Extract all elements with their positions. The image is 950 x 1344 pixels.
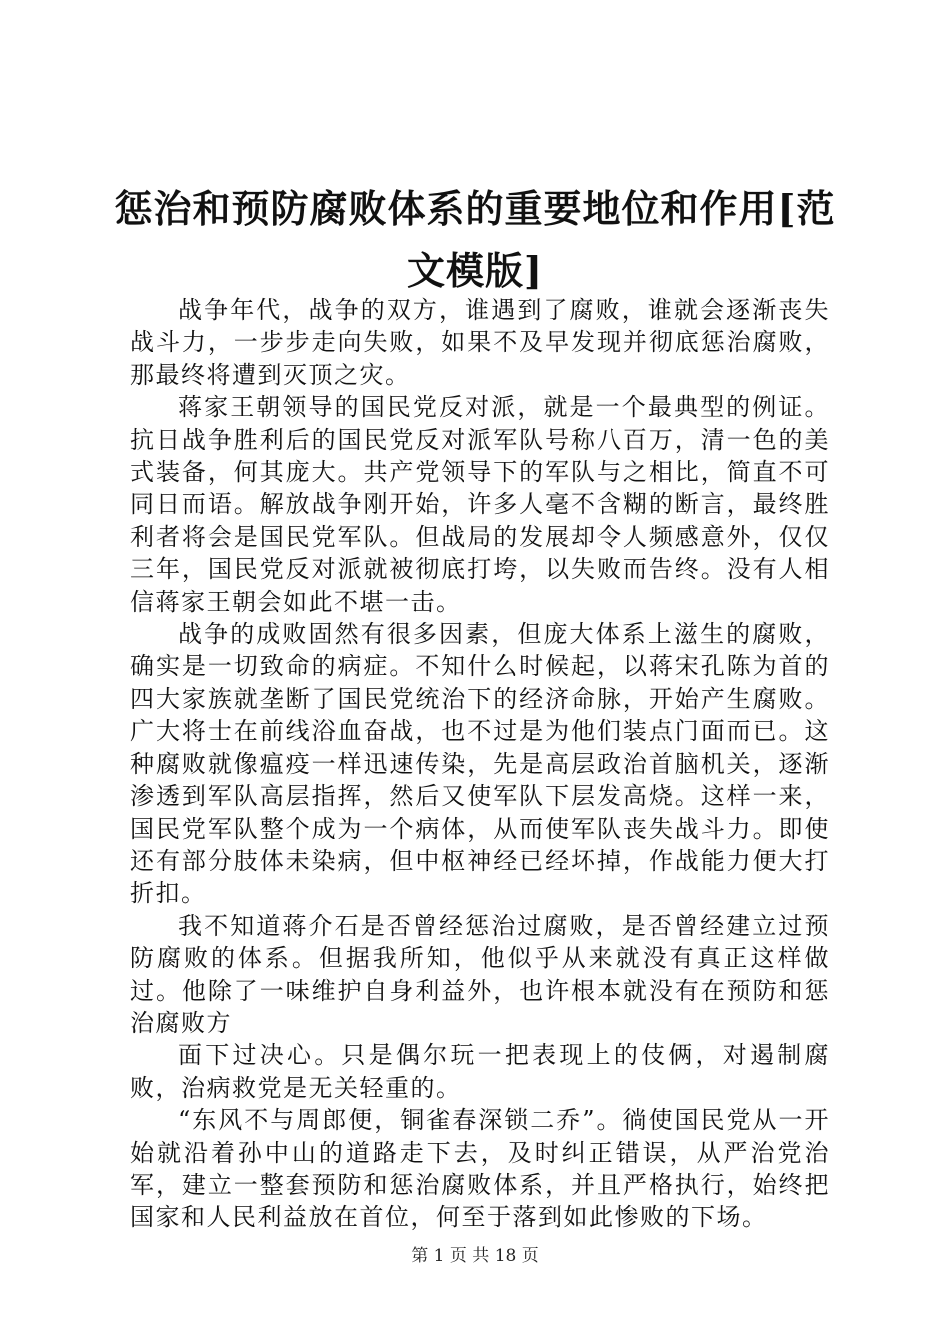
paragraph: 面下过决心。只是偶尔玩一把表现上的伎俩，对遏制腐败，治病救党是无关轻重的。 bbox=[130, 1041, 830, 1102]
paragraph: “东风不与周郎便，铜雀春深锁二乔”。徜使国民党从一开始就沿着孙中山的道路走下去，及时纠正错误，从严治党治军，建立一整套预防和惩治腐败体系，并且严格执行，始终把国家和人民利益放在首位，何至于落到如此惨败的下场。 bbox=[130, 1106, 830, 1232]
document-title: 惩治和预防腐败体系的重要地位和作用[范文模版] bbox=[114, 186, 836, 293]
page-number-footer: 第 1 页 共 18 页 bbox=[411, 1246, 539, 1266]
paragraph: 蒋家王朝领导的国民党反对派，就是一个最典型的例证。抗日战争胜利后的国民党反对派军队号称八百万，清一色的美式装备，何其庞大。共产党领导下的军队与之相比，简直不可同日而语。解放战争刚开始，许多人毫不含糊的断言，最终胜利者将会是国民党军队。但战局的发展却令人频感意外，仅仅三年，国民党反对派就被彻底打垮，以失败而告终。没有人相信蒋家王朝会如此不堪一击。 bbox=[130, 393, 830, 616]
paragraph: 我不知道蒋介石是否曾经惩治过腐败，是否曾经建立过预防腐败的体系。但据我所知，他似乎从来就没有真正这样做过。他除了一味维护自身利益外，也许根本就没有在预防和惩治腐败方 bbox=[130, 911, 830, 1037]
paragraph: 战争年代，战争的双方，谁遇到了腐败，谁就会逐渐丧失战斗力，一步步走向失败，如果不及早发现并彻底惩治腐败，那最终将遭到灭顶之灾。 bbox=[130, 296, 830, 389]
document-body bbox=[130, 294, 830, 1234]
paragraph: 战争的成败固然有很多因素，但庞大体系上滋生的腐败，确实是一切致命的病症。不知什么时候起，以蒋宋孔陈为首的四大家族就垄断了国民党统治下的经济命脉，开始产生腐败。广大将士在前线浴血奋战，也不过是为他们装点门面而已。这种腐败就像瘟疫一样迅速传染，先是高层政治首脑机关，逐渐渗透到军队高层指挥，然后又使军队下层发高烧。这样一来，国民党军队整个成为一个病体，从而使军队丧失战斗力。即使还有部分肢体未染病，但中枢神经已经坏掉，作战能力便大打折扣。 bbox=[130, 620, 830, 908]
